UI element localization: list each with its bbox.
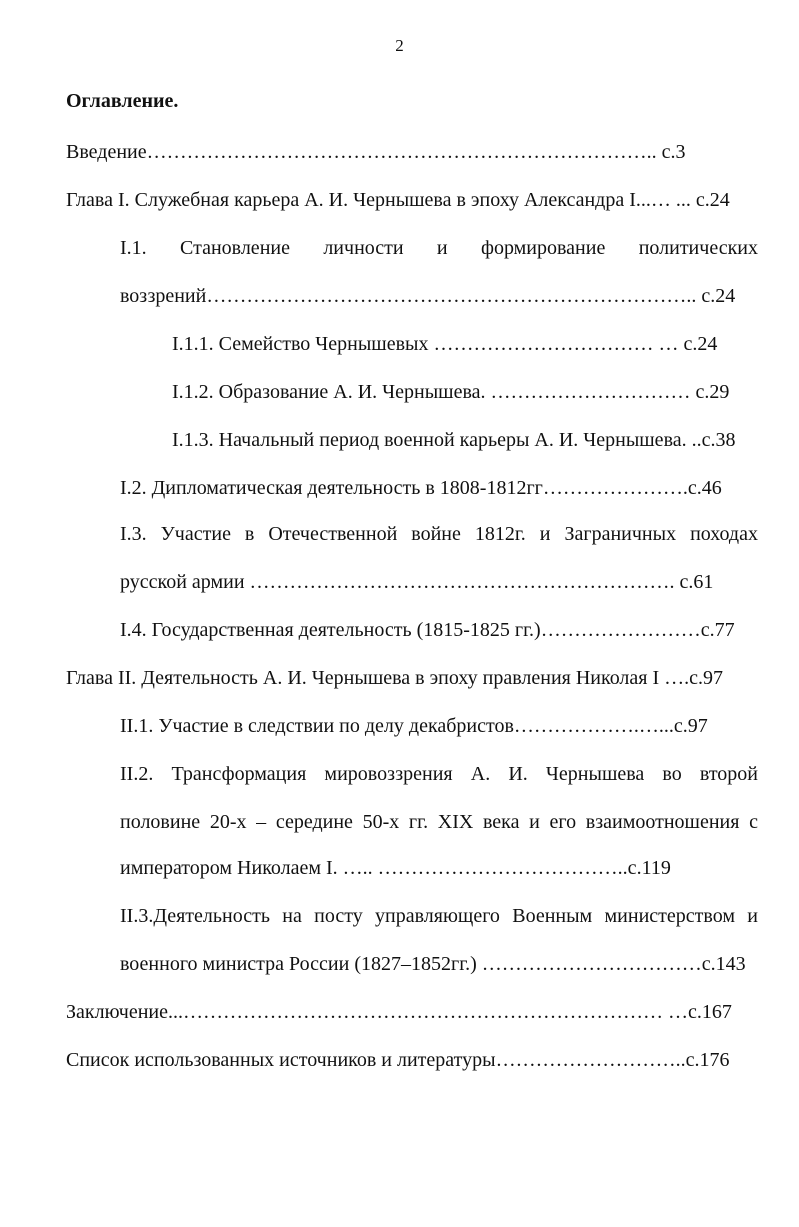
toc-entry-chapter-1: Глава I. Служебная карьера А. И. Чернышева в эпоху Александра I...… ... с.24 bbox=[66, 189, 730, 211]
toc-entry-section-2-2-line-1: II.2. Трансформация мировоззрения А. И. Чернышева во второй bbox=[120, 763, 758, 785]
toc-entry-section-1-3-line-2: русской армии ………………………………………………………. с.61 bbox=[120, 571, 714, 593]
toc-entry-section-2-1: II.1. Участие в следствии по делу декабристов……………….…...с.97 bbox=[120, 715, 708, 737]
toc-entry-section-1-1-line-1: I.1. Становление личности и формирование политических bbox=[120, 237, 758, 259]
toc-entry-section-1-1-1: I.1.1. Семейство Чернышевых …………………………… … с.24 bbox=[172, 333, 718, 355]
toc-entry-introduction: Введение………………………………………………………………….. с.3 bbox=[66, 141, 686, 163]
toc-entry-section-2-2-line-3: императором Николаем I. ….. ………………………………..с.119 bbox=[120, 857, 671, 879]
toc-entry-chapter-2: Глава II. Деятельность А. И. Чернышева в эпоху правления Николая I ….с.97 bbox=[66, 667, 724, 689]
toc-entry-sources: Список использованных источников и литературы………………………..с.176 bbox=[66, 1049, 730, 1071]
toc-entry-section-1-2: I.2. Дипломатическая деятельность в 1808-1812гг………………….с.46 bbox=[120, 477, 722, 499]
page-number: 2 bbox=[395, 36, 404, 55]
toc-entry-section-1-4: I.4. Государственная деятельность (1815-1825 гг.)……………………с.77 bbox=[120, 619, 735, 641]
toc-entry-section-1-1-line-2: воззрений……………………………………………………………….. с.24 bbox=[120, 285, 736, 307]
toc-entry-section-2-2-line-2: половине 20-х – середине 50-х гг. XIX века и его взаимоотношения с bbox=[120, 811, 758, 833]
toc-entry-section-1-3-line-1: I.3. Участие в Отечественной войне 1812г. и Заграничных походах bbox=[120, 523, 758, 545]
toc-entry-section-1-1-2: I.1.2. Образование А. И. Чернышева. ………………………… с.29 bbox=[172, 381, 730, 403]
toc-entry-section-1-1-3: I.1.3. Начальный период военной карьеры А. И. Чернышева. ..с.38 bbox=[172, 429, 736, 451]
toc-entry-conclusion: Заключение...……………………………………………………………… …с.167 bbox=[66, 1001, 732, 1023]
toc-entry-section-2-3-line-1: II.3.Деятельность на посту управляющего Военным министерством и bbox=[120, 905, 758, 927]
toc-entry-section-2-3-line-2: военного министра России (1827–1852гг.) ……………………………с.143 bbox=[120, 953, 746, 975]
toc-heading: Оглавление. bbox=[66, 90, 179, 112]
